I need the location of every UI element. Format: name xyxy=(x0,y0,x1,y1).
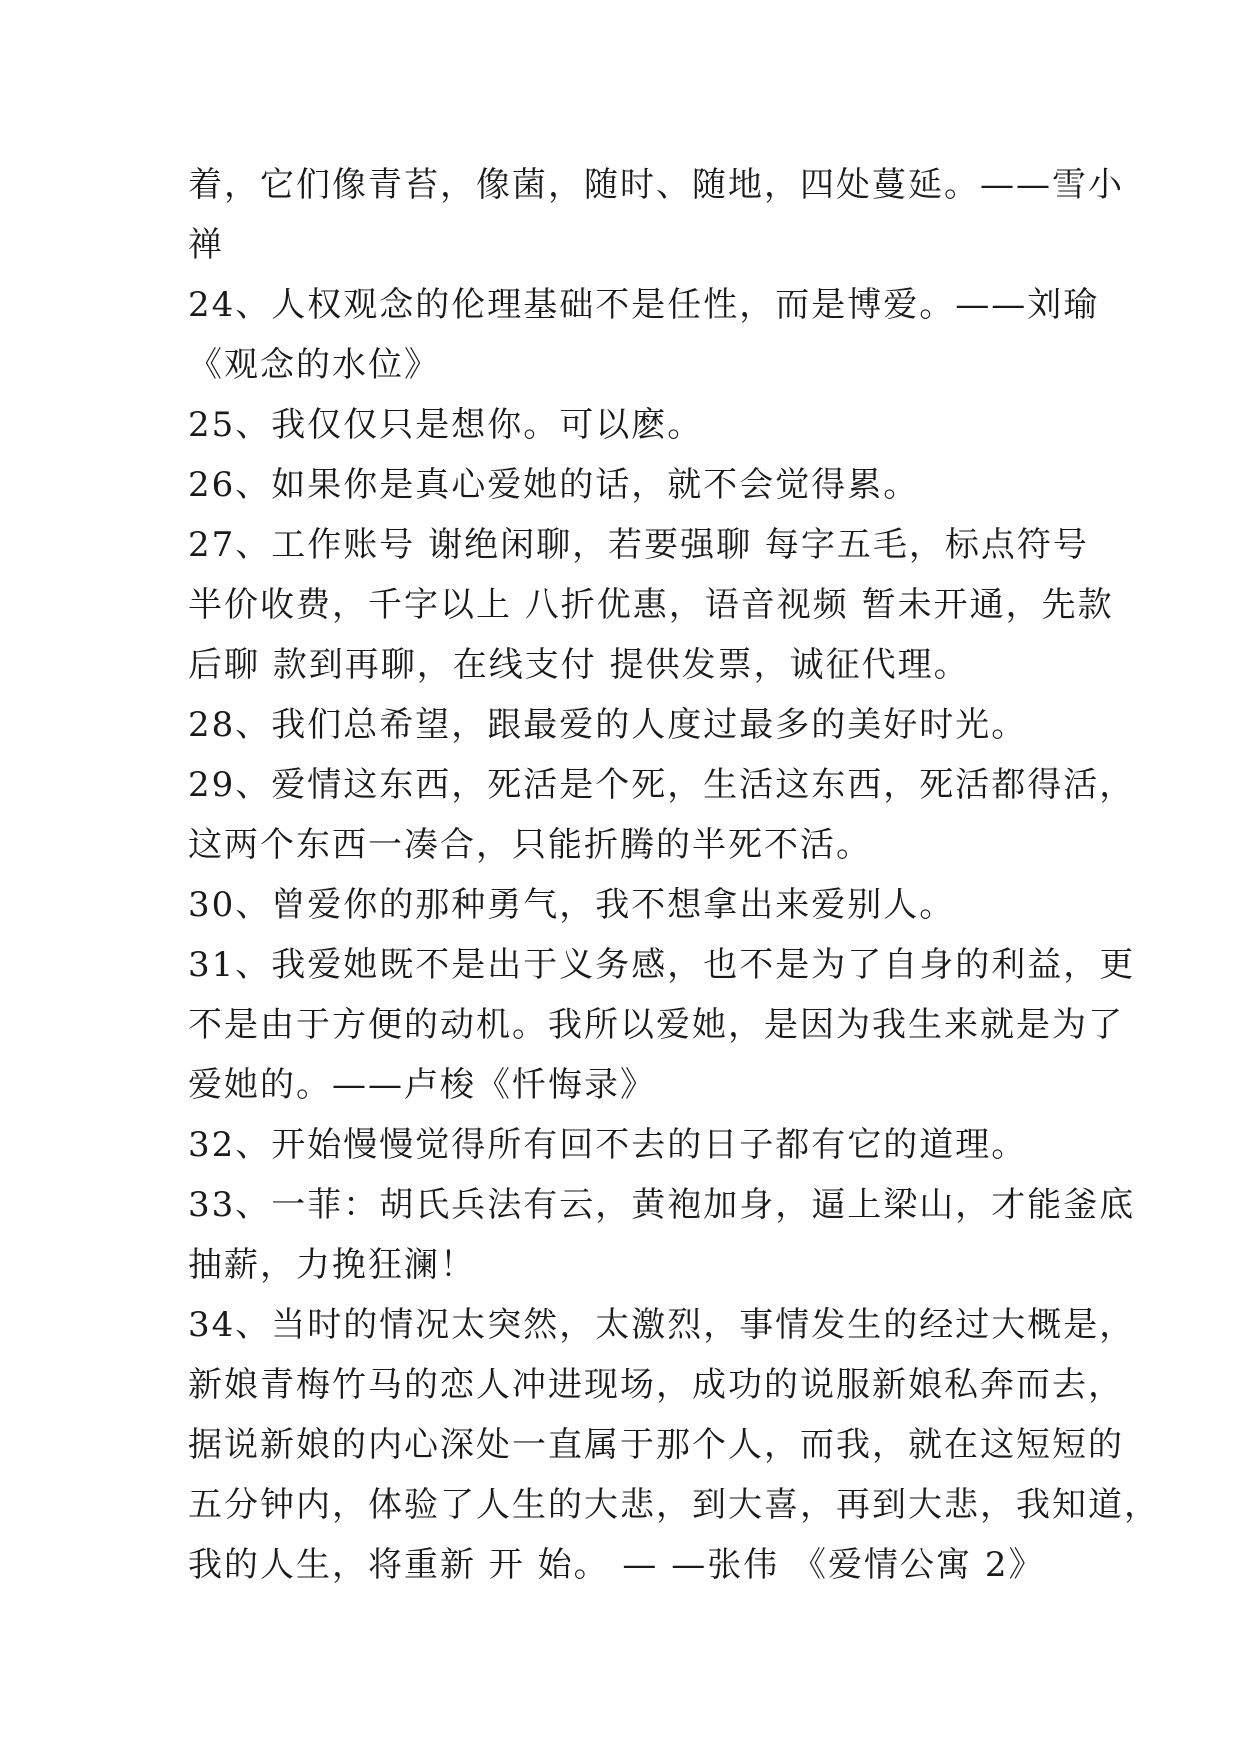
text-line: 我的人生，将重新 开 始。 — —张伟 《爱情公寓 2》 xyxy=(188,1545,1045,1585)
text-line: 爱她的。——卢梭《忏悔录》 xyxy=(188,1065,656,1105)
document-body xyxy=(188,155,1160,1595)
text-line: 24、人权观念的伦理基础不是任性，而是博爱。——刘瑜 xyxy=(188,285,1100,325)
text-line: 33、一菲：胡氏兵法有云，黄袍加身，逼上梁山，才能釜底 xyxy=(188,1185,1136,1225)
text-line: 29、爱情这东西，死活是个死，生活这东西，死活都得活， xyxy=(188,765,1136,805)
text-line: 着，它们像青苔，像菌，随时、随地，四处蔓延。——雪小 xyxy=(188,165,1124,205)
text-line: 30、曾爱你的那种勇气，我不想拿出来爱别人。 xyxy=(188,885,956,925)
text-line: 不是由于方便的动机。我所以爱她，是因为我生来就是为了 xyxy=(188,1005,1124,1045)
text-line: 半价收费，千字以上 八折优惠，语音视频 暂未开通，先款 xyxy=(188,585,1114,625)
text-line: 25、我仅仅只是想你。可以麽。 xyxy=(188,405,704,445)
text-line: 后聊 款到再聊，在线支付 提供发票，诚征代理。 xyxy=(188,645,970,685)
text-line: 五分钟内，体验了人生的大悲，到大喜，再到大悲，我知道， xyxy=(188,1485,1160,1525)
text-line: 31、我爱她既不是出于义务感，也不是为了自身的利益，更 xyxy=(188,945,1136,985)
text-line: 禅 xyxy=(188,225,224,265)
text-line: 这两个东西一凑合，只能折腾的半死不活。 xyxy=(188,825,872,865)
text-line: 新娘青梅竹马的恋人冲进现场，成功的说服新娘私奔而去， xyxy=(188,1365,1124,1405)
text-line: 《观念的水位》 xyxy=(188,345,440,385)
text-line: 32、开始慢慢觉得所有回不去的日子都有它的道理。 xyxy=(188,1125,1028,1165)
text-line: 据说新娘的内心深处一直属于那个人，而我，就在这短短的 xyxy=(188,1425,1124,1465)
text-line: 34、当时的情况太突然，太激烈，事情发生的经过大概是， xyxy=(188,1305,1136,1345)
text-line: 28、我们总希望，跟最爱的人度过最多的美好时光。 xyxy=(188,705,1028,745)
text-line: 26、如果你是真心爱她的话，就不会觉得累。 xyxy=(188,465,920,505)
text-line: 抽薪，力挽狂澜！ xyxy=(188,1245,476,1285)
text-line: 27、工作账号 谢绝闲聊，若要强聊 每字五毛，标点符号 xyxy=(188,525,1089,565)
